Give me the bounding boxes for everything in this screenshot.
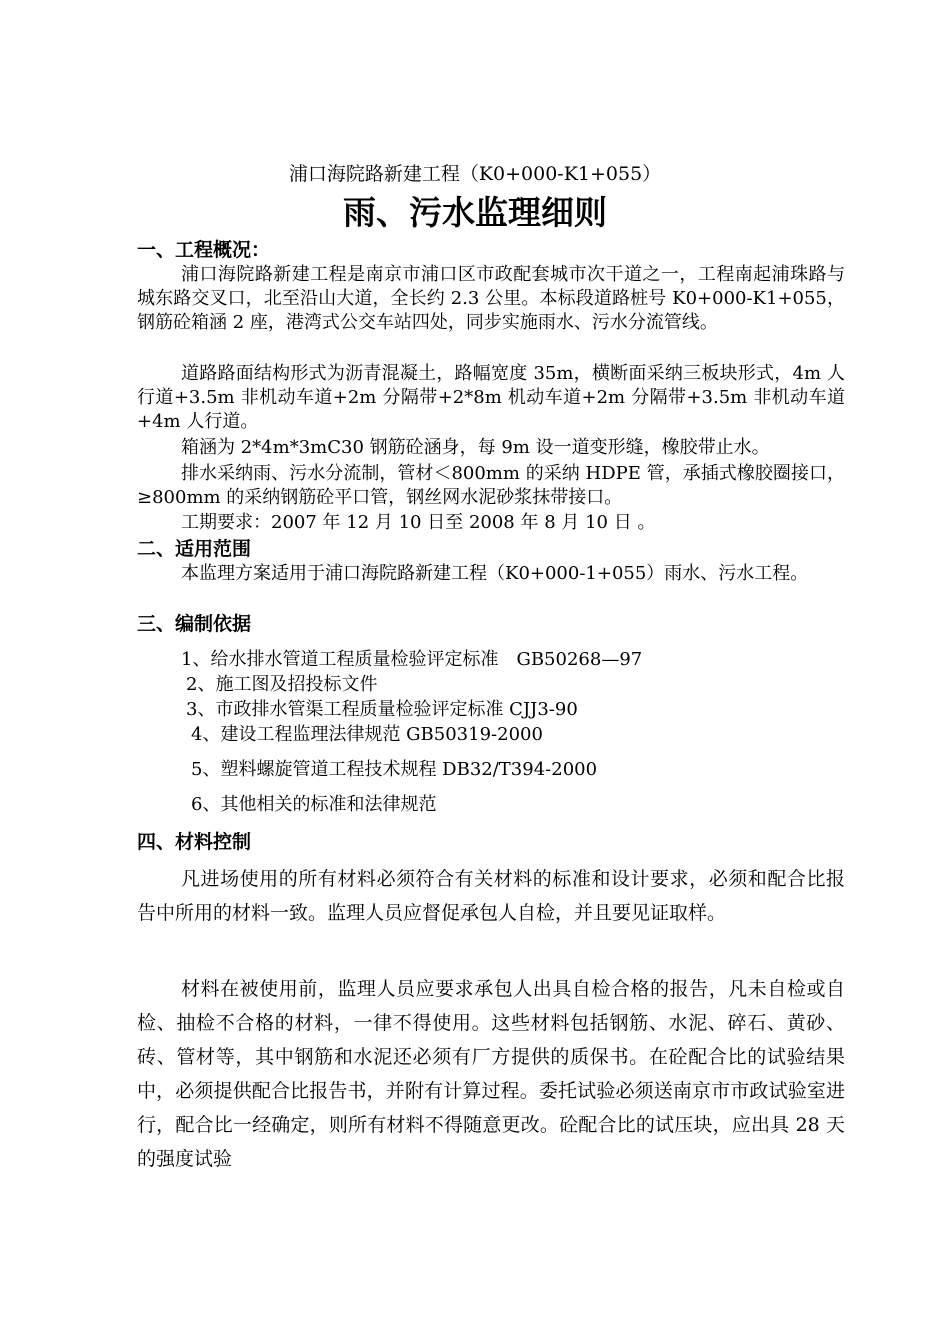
overview-paragraph: 道路路面结构形式为沥青混凝土，路幅宽度 35m，横断面采纳三板块形式，4m 人行道+3.5m 非机动车道+2m 分隔带+2*8m 机动车道+2m 分隔带+3.5m 非机动车道+4m 人行道。 (137, 363, 845, 432)
section-heading-overview: 一、工程概况： (137, 239, 271, 261)
section-heading-basis: 三、编制依据 (137, 613, 252, 635)
materials-paragraph: 凡进场使用的所有材料必须符合有关材料的标准和设计要求，必须和配合比报告中所用的材料一致。监理人员应督促承包人自检，并且要见证取样。 (137, 868, 845, 924)
reference-item: 6、其他相关的标准和法律规范 (191, 794, 437, 815)
document-subtitle: 浦口海院路新建工程（K0+000-K1+055） (288, 163, 662, 185)
section-heading-materials: 四、材料控制 (137, 831, 252, 853)
reference-item: 5、塑料螺旋管道工程技术规程 DB32/T394-2000 (191, 759, 598, 780)
overview-paragraph: 工期要求：2007 年 12 月 10 日至 2008 年 8 月 10 日 。 (181, 512, 656, 533)
overview-paragraph: 排水采纳雨、污水分流制，管材＜800mm 的采纳 HDPE 管，承插式橡胶圈接口，≥800mm 的采纳钢筋砼平口管，钢丝网水泥砂浆抹带接口。 (137, 463, 845, 508)
overview-paragraph: 浦口海院路新建工程是南京市浦口区市政配套城市次干道之一，工程南起浦珠路与城东路交叉口，北至沿山大道，全长约 2.3 公里。本标段道路桩号 K0+000-K1+055，钢筋砼箱涵 2 座，港湾式公交车站四处，同步实施雨水、污水分流管线。 (137, 264, 845, 333)
reference-item: 1、给水排水管道工程质量检验评定标准 GB50268—97 (181, 649, 643, 670)
document-title: 雨、污水监理细则 (343, 193, 607, 232)
section-heading-scope: 二、适用范围 (137, 538, 252, 560)
reference-item: 4、建设工程监理法律规范 GB50319-2000 (191, 724, 543, 745)
materials-paragraph: 材料在被使用前，监理人员应要求承包人出具自检合格的报告，凡未自检或自检、抽检不合格的材料，一律不得使用。这些材料包括钢筋、水泥、碎石、黄砂、砖、管材等，其中钢筋和水泥还必须有厂方提供的质保书。在砼配合比的试验结果中，必须提供配合比报告书，并附有计算过程。委托试验必须送南京市市政试验室进行，配合比一经确定，则所有材料不得随意更改。砼配合比的试压块，应出具 28 天的强度试验 (137, 978, 845, 1170)
scope-paragraph: 本监理方案适用于浦口海院路新建工程（K0+000-1+055）雨水、污水工程。 (181, 563, 809, 584)
reference-item: 3、市政排水管渠工程质量检验评定标准 CJJ3-90 (186, 699, 578, 720)
reference-item: 2、施工图及招投标文件 (186, 674, 378, 695)
overview-paragraph: 箱涵为 2*4m*3mC30 钢筋砼涵身，每 9m 设一道变形缝，橡胶带止水。 (181, 437, 770, 458)
